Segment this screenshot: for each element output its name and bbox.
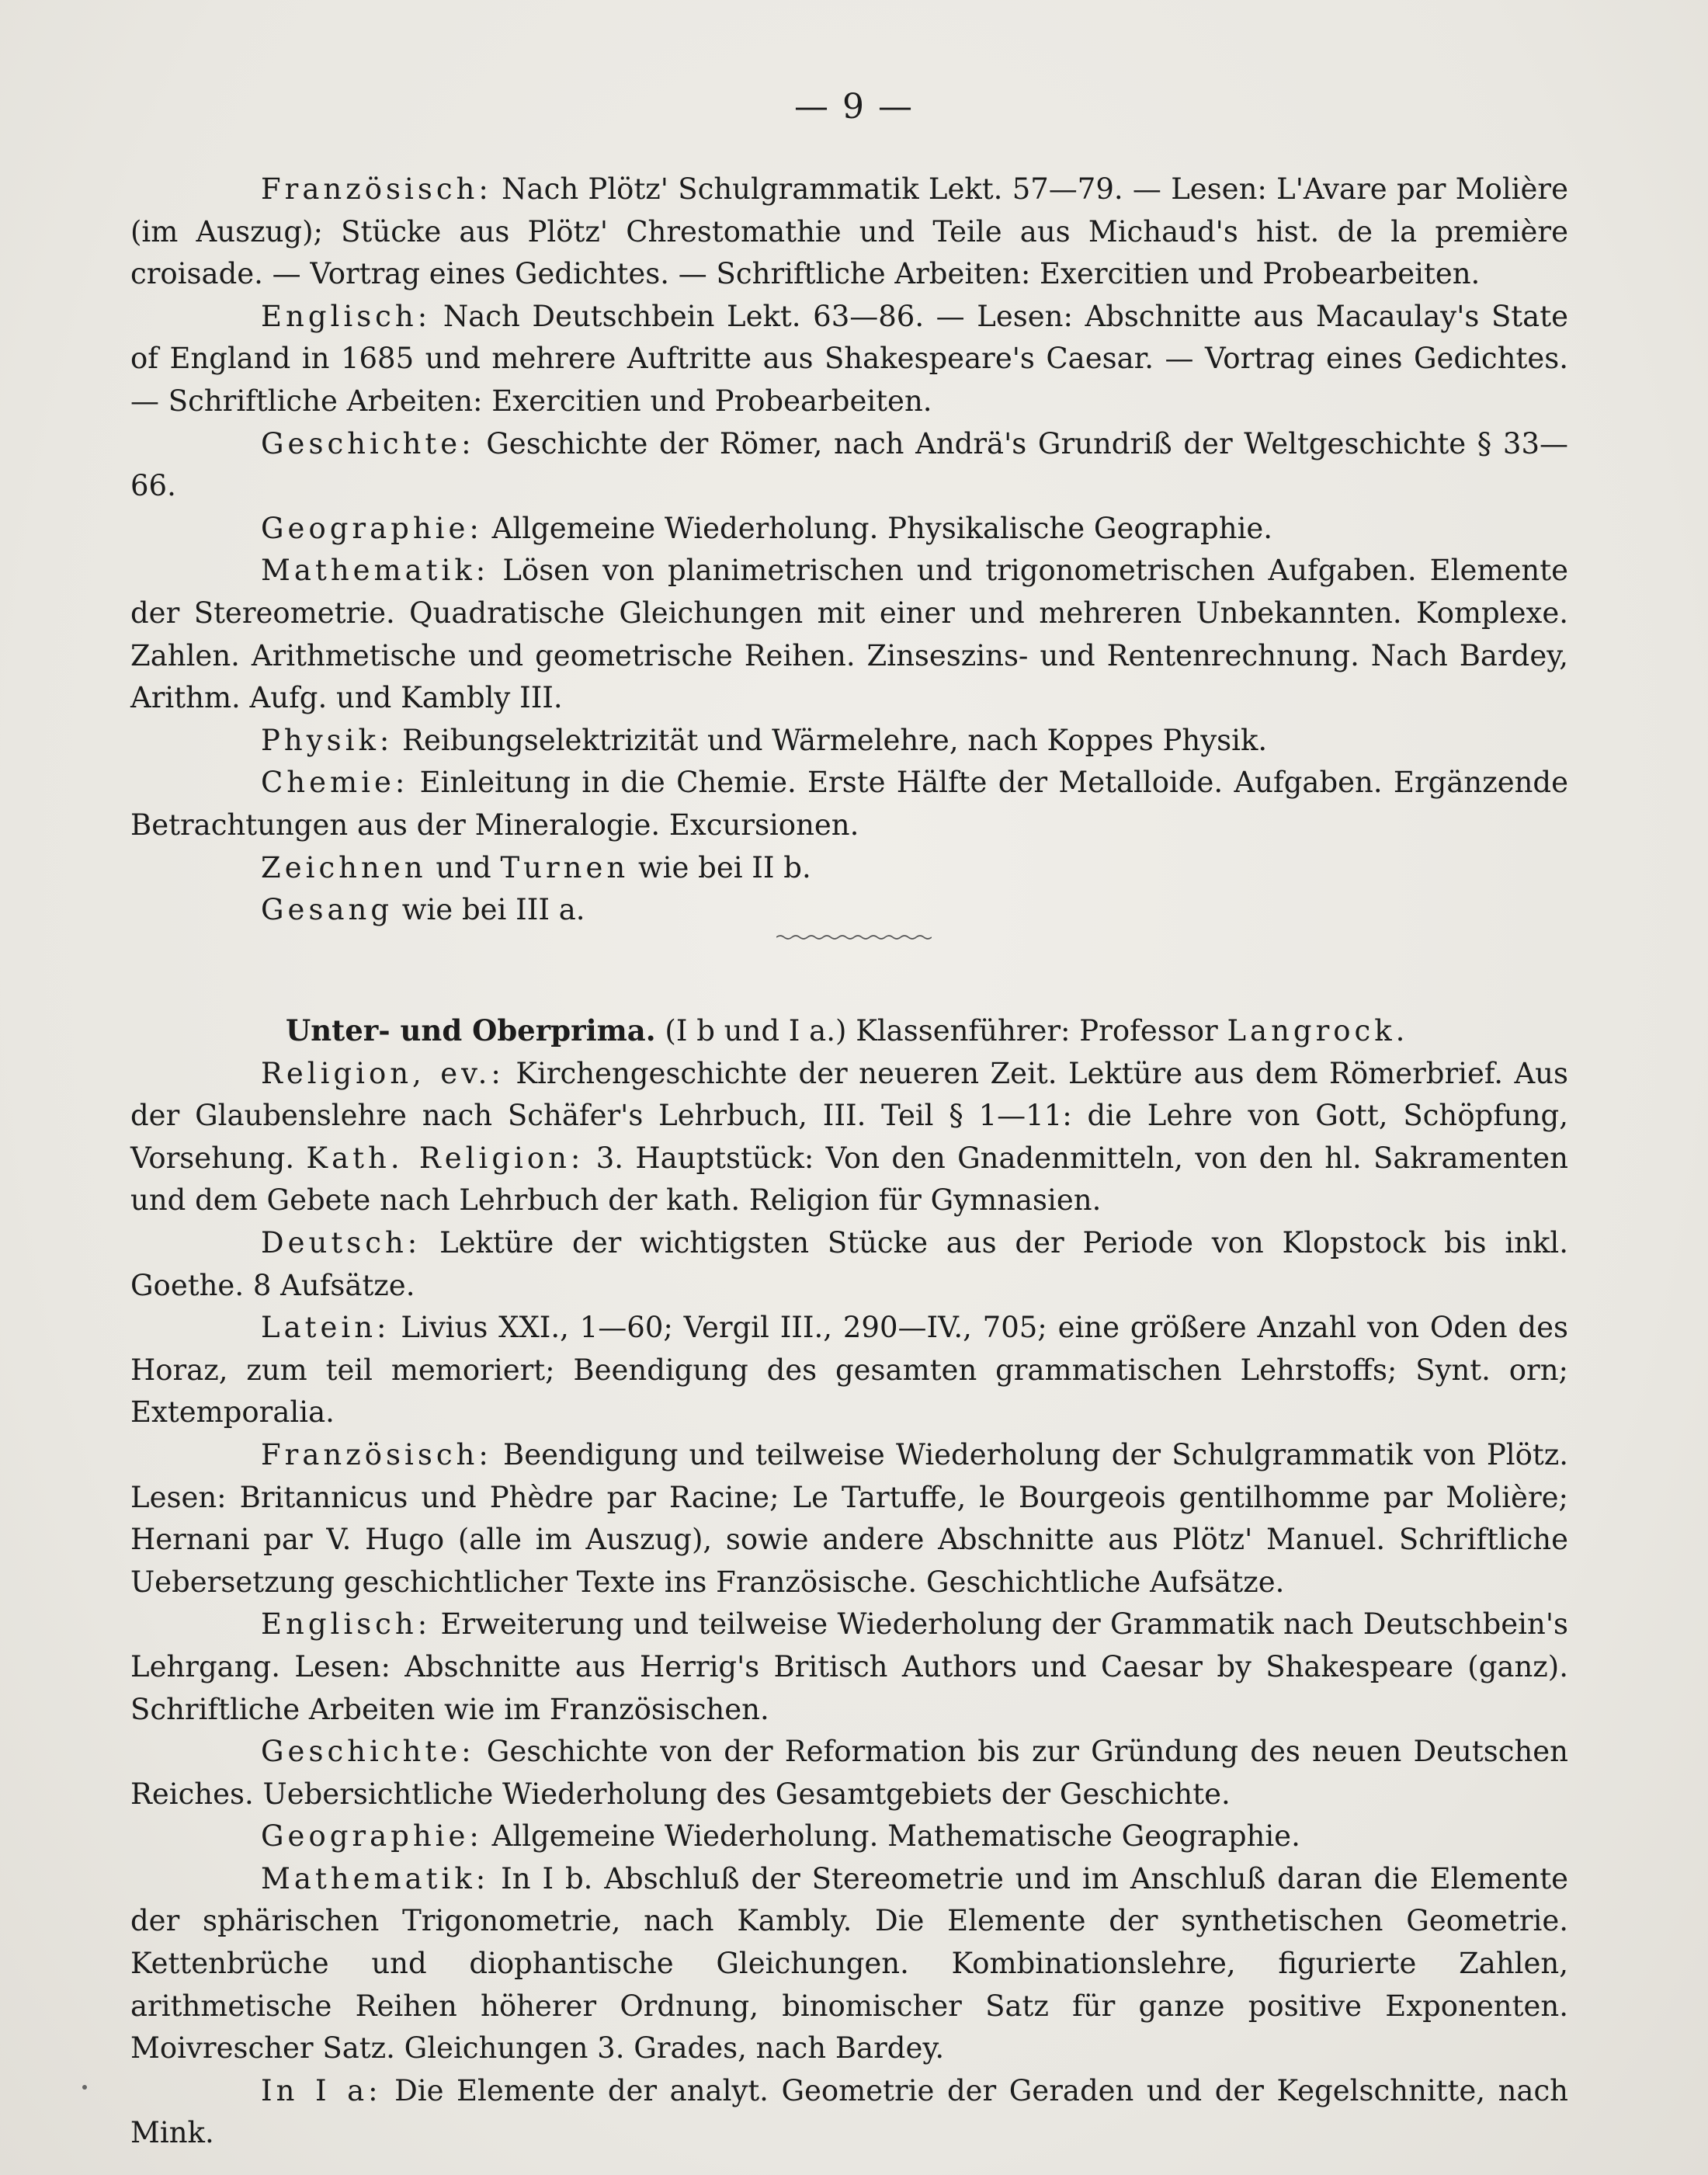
subject-label: Religion, ev.: <box>261 1056 505 1090</box>
subject-text: Nach Deutschbein Lekt. 63—86. — Lesen: Abschnitte aus Macaulay's State of England in 1685 und mehrere Auftritte aus Shakespeare's Caesar. — Vortrag eines Gedichtes. — Schriftliche Arbeiten: Exercitien und Probearbeiten. <box>130 299 1568 418</box>
subject-label: Physik: <box>261 723 394 757</box>
subject-label: Kath. Religion: <box>306 1141 585 1175</box>
subject-deutsch <box>130 1222 1568 1307</box>
subject-text: und <box>436 850 491 884</box>
subject-text: 3. Hauptstück: Von den Gnadenmitteln, von den hl. Sakramenten und dem Gebete nach Lehrbuch der kath. Religion für Gymnasien. <box>130 1141 1568 1218</box>
section-heading: Unter- und Oberprima. <box>286 1013 656 1048</box>
class-leader-label: Klassenführer: <box>856 1014 1071 1048</box>
subject-physik <box>130 720 1568 763</box>
section-obersekunda-continued <box>130 169 1568 932</box>
subject-text: Livius XXI., 1—60; Vergil III., 290—IV., 705; eine größere Anzahl von Oden des Horaz, zum teil memoriert; Beendigung des gesamten grammatischen Lehrstoffs; Synt. orn; Extemporalia. <box>130 1311 1568 1430</box>
subject-franzoesisch <box>130 1434 1568 1603</box>
subject-text: Nach Plötz' Schulgrammatik Lekt. 57—79. — Lesen: L'Avare par Molière (im Auszug); Stücke aus Plötz' Chrestomathie und Teile aus Michaud's hist. de la première croisade. — Vortrag eines Gedichtes. — Schriftliche Arbeiten: Exercitien und Probearbeiten. <box>130 172 1568 291</box>
subject-mathematik <box>130 550 1568 719</box>
section-heading-line <box>130 1009 1568 1053</box>
class-leader-title: Professor <box>1079 1014 1218 1048</box>
subject-geographie <box>130 1815 1568 1858</box>
subject-text: Beendigung und teilweise Wiederholung der Schulgrammatik von Plötz. Lesen: Britannicus und Phèdre par Racine; Le Tartuffe, le Bourgeois gentilhomme par Molière; Hernani par V. Hugo (alle im Auszug), sowie andere Abschnitte aus Plötz' Manuel. Schriftliche Uebersetzung geschichtlicher Texte ins Französische. Geschichtliche Aufsätze. <box>130 1437 1568 1599</box>
subject-text: Die Elemente der analyt. Geometrie der Geraden und der Kegelschnitte, nach Mink. <box>130 2073 1569 2150</box>
subject-label: Mathematik: <box>261 554 490 588</box>
subject-englisch <box>130 1603 1568 1731</box>
subject-text: Erweiterung und teilweise Wiederholung der Grammatik nach Deutschbein's Lehrgang. Lesen: Abschnitte aus Herrig's Britisch Authors und Caesar by Shakespeare (ganz). Schriftliche Arbeiten wie im Französischen. <box>130 1607 1568 1726</box>
subject-text: wie bei II b. <box>637 850 811 884</box>
section-divider <box>776 934 932 940</box>
subject-label: Latein: <box>261 1311 391 1345</box>
subject-text: Geschichte von der Reformation bis zur Gründung des neuen Deutschen Reiches. Uebersichtliche Wiederholung des Gesamtgebiets der Geschichte. <box>130 1735 1568 1811</box>
subject-latein <box>130 1307 1568 1434</box>
subject-englisch <box>130 296 1568 423</box>
subject-mathematik <box>130 1858 1568 2070</box>
subject-label: In I a: <box>261 2073 382 2107</box>
class-designation: (I b und I a.) <box>665 1014 847 1048</box>
subject-geschichte <box>130 423 1568 508</box>
subject-label: Geographie: <box>261 1819 483 1854</box>
subject-text: Allgemeine Wiederholung. Mathematische Geographie. <box>491 1819 1300 1854</box>
page-number: — 9 — <box>794 87 914 127</box>
subject-label: Mathematik: <box>261 1861 490 1895</box>
subject-label: Französisch: <box>261 1437 492 1471</box>
subject-label: Turnen <box>500 850 630 884</box>
subject-text: Lösen von planimetrischen und trigonometrischen Aufgaben. Elemente der Stereometrie. Quadratische Gleichungen mit einer und mehreren Unbekannten. Komplexe. Zahlen. Arithmetische und geometrische Reihen. Zinseszins- und Rentenrechnung. Nach Bardey, Arithm. Aufg. und Kambly III. <box>130 554 1568 715</box>
subject-text: Kirchengeschichte der neueren Zeit. Lektüre aus dem Römerbrief. Aus der Glaubenslehre nach Schäfer's Lehrbuch, III. Teil § 1—11: die Lehre von Gott, Schöpfung, Vorsehung. <box>130 1056 1568 1175</box>
subject-text: Geschichte der Römer, nach Andrä's Grundriß der Weltgeschichte § 33—66. <box>130 426 1568 503</box>
subject-chemie <box>130 762 1568 846</box>
subject-label: Zeichnen <box>261 850 427 884</box>
subject-gesang <box>130 889 1568 932</box>
subject-text: In I b. Abschluß der Stereometrie und im Anschluß daran die Elemente der sphärischen Trigonometrie, nach Kambly. Die Elemente der synthetischen Geometrie. Kettenbrüche und diophantische Gleichungen. Kombinationslehre, figurierte Zahlen, arithmetische Reihen höherer Ordnung, binomischer Satz für ganze positive Exponenten. Moivrescher Satz. Gleichungen 3. Grades, nach Bardey. <box>130 1861 1568 2066</box>
subject-label: Deutsch: <box>261 1225 422 1259</box>
subject-text: wie bei III a. <box>401 893 585 927</box>
subject-text: Allgemeine Wiederholung. Physikalische Geographie. <box>491 511 1273 545</box>
subject-label: Chemie: <box>261 766 409 800</box>
subject-label: Geographie: <box>261 511 483 545</box>
subject-label: Französisch: <box>261 172 492 206</box>
section-prima <box>130 1009 1568 2155</box>
subject-geographie <box>130 508 1568 551</box>
subject-text: Lektüre der wichtigsten Stücke aus der Periode von Klopstock bis inkl. Goethe. 8 Aufsätze. <box>130 1225 1569 1302</box>
subject-zeichnen-turnen <box>130 847 1568 890</box>
paper-speck <box>82 2085 87 2090</box>
subject-text: Einleitung in die Chemie. Erste Hälfte der Metalloide. Aufgaben. Ergänzende Betrachtungen aus der Mineralogie. Excursionen. <box>130 766 1569 842</box>
subject-label: Gesang <box>261 893 394 927</box>
class-leader-name: Langrock. <box>1227 1014 1409 1048</box>
subject-franzoesisch <box>130 169 1568 296</box>
subject-label: Geschichte: <box>261 1735 475 1769</box>
subject-label: Englisch: <box>261 299 432 333</box>
subject-mathematik-ia <box>130 2070 1568 2155</box>
subject-label: Geschichte: <box>261 426 475 460</box>
subject-geschichte <box>130 1731 1568 1815</box>
subject-text: Reibungselektrizität und Wärmelehre, nach Koppes Physik. <box>402 723 1268 757</box>
subject-label: Englisch: <box>261 1607 432 1642</box>
subject-religion <box>130 1053 1568 1222</box>
